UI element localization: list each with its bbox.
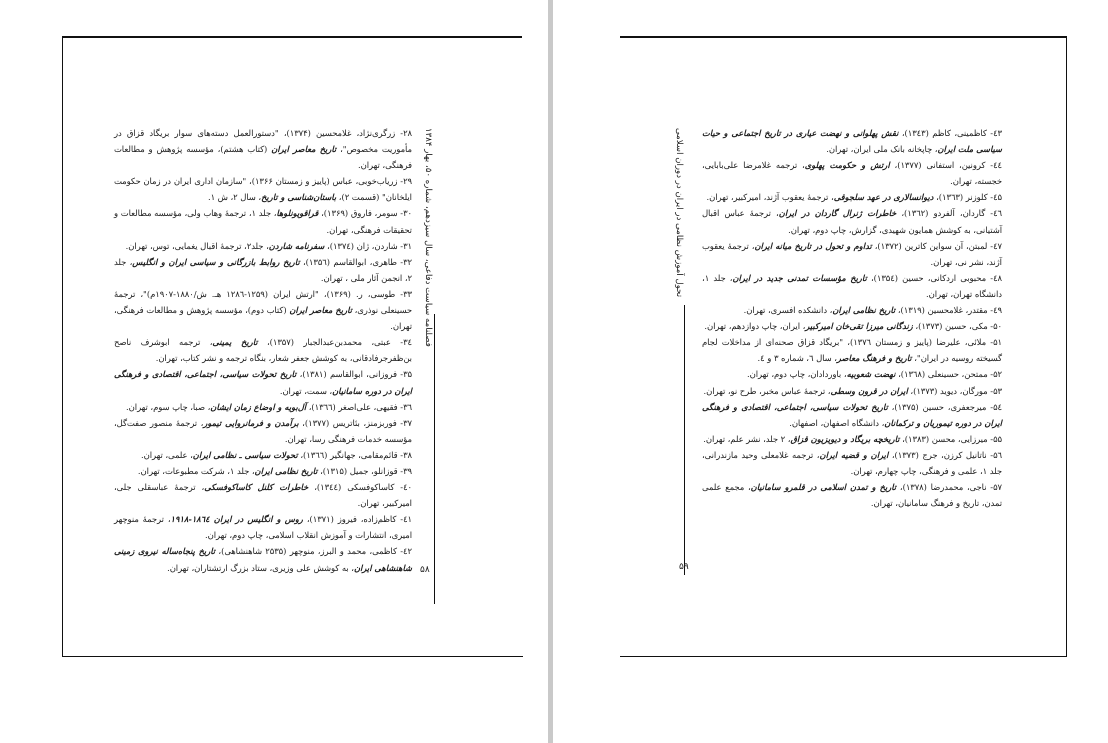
entry-title: ارتش و حکومت پهلوی: [804, 160, 890, 171]
left-page: [0, 0, 548, 743]
bibliography-entry: ۳۷- فوربزمنز، بئاتریس (۱۳۷۷)، برآمدن و فرمانروایی تیمور، ترجمهٔ منصور صفت‌گل، مؤسسه خدمات فرهنگی رسا، تهران.: [114, 417, 412, 444]
bibliography-entry: ٤٤- کرونین، استفانی (۱۳۷۷)، ارتش و حکومت پهلوی، ترجمه غلامرضا علی‌بابایی، خجسته، تهران.: [702, 160, 1002, 187]
entry-title: تاریخ معاصر ایران: [271, 144, 337, 155]
entry-title: برآمدن و فرمانروایی تیمور: [203, 417, 299, 428]
bibliography-entry: ۳٦- فقیهی، علی‌اصغر (۱۳٦٦)، آل‌بویه و اوضاع زمان ایشان، صبا، چاپ سوم، تهران.: [126, 401, 412, 412]
bibliography-entry: ٤۸- محبوبی اردکانی، حسین (۱۳۵٤)، تاریخ مؤسسات تمدنی جدید در ایران، جلد ۱، دانشگاه تهران، تهران.: [702, 272, 1003, 299]
entry-title: تاریخ معاصر ایران: [289, 305, 352, 316]
bibliography-entry: ٤۳- کاظمینی، کاظم (۱۳٤۳)، نقش پهلوانی و نهضت عیاری در تاریخ اجتماعی و حیات سیاسی ملت ایران، چاپخانه بانک ملی ایران، تهران.: [702, 128, 1002, 155]
right-page: [553, 0, 1108, 743]
entry-title: باستان‌شناسی و تاریخ: [261, 192, 337, 203]
bibliography-entry: ۳۹- قوزانلو، جمیل (۱۳۱۵)، تاریخ نظامی ایران، جلد ۱، شرکت مطبوعات، تهران.: [137, 465, 412, 476]
bibliography-entry: ٤۰- کاساکوفسکی (۱۳٤٤)، خاطرات کلنل کاساکوفسکی، ترجمهٔ عباسقلی جلی، امیرکبیر، تهران.: [114, 482, 412, 509]
entry-title: تاریخ و فرهنگ معاصر: [836, 353, 912, 364]
bibliography-entry: ۵۵- میرزایی، محسن (۱۳۸۳)، تاریخچه بریگاد و دیویزیون قزاق، ۲ جلد، نشر علم، تهران.: [703, 433, 1002, 444]
bibliography-entry: ٤۲- کاظمی، محمد و البرز، منوچهر (۲۵۳۵ شاهنشاهی)، تاریخ پنجاه‌ساله نیروی زمینی شاهنشاهی ایران، به کوشش علی وزیری، ستاد بزرگ ارتشتاران، تهران.: [114, 546, 412, 573]
right-running-head: تحول آموزش نظامی در ایران در دوران اسلامی: [674, 128, 684, 298]
right-page-number: ۵۹: [679, 562, 689, 572]
bibliography-entry: ۳٤- عبتی، محمدبن‌عبدالجبار (۱۳۵۷)، تاریخ یمینی، ترجمه ابوشرف ناصح بن‌ظفرجرفادقانی، به کوشش جعفر شعار، بنگاه ترجمه و نشر کتاب، تهران.: [114, 337, 412, 364]
bibliography-entry: ٤٦- گاردان، آلفردو (۱۳٦۲)، خاطرات ژنرال گاردان در ایران، ترجمهٔ عباس اقبال آشتیانی، به کوشش همایون شهیدی، گزارش، چاپ دوم، تهران.: [702, 208, 1002, 235]
bibliography-entry: ۵۰- مکی، حسین (۱۳۷۳)، زندگانی میرزا تقی‌خان امیرکبیر، ایران، چاپ دوازدهم، تهران.: [704, 321, 1002, 332]
bibliography-entry: ۳۲- طاهری، ابوالقاسم (۱۳۵٦)، تاریخ روابط بازرگانی و سیاسی ایران و انگلیس، جلد ۲، انجمن آثار ملی ، تهران.: [114, 256, 412, 283]
entry-title: تاریخ مؤسسات تمدنی جدید در ایران: [732, 272, 867, 283]
entry-title: خاطرات ژنرال گاردان در ایران: [778, 208, 897, 219]
bibliography-entry: ۳۳- طوسی، ر. (۱۳۶۹)، "ارتش ایران (۱۲۵۹-۱۲۸٦ هـ. ش/۱۸۸۰-۱۹۰۷م)"، ترجمهٔ حسینعلی نوذری، تاریخ معاصر ایران (کتاب دوم)، مؤسسه پژوهش و مطالعات فرهنگی، تهران.: [114, 288, 412, 332]
bibliography-entry: ۳۰- سومر، فاروق (۱۳۶۹)، قراقویونلوها، جلد ۱، ترجمهٔ وهاب ولی، مؤسسه مطالعات و تحقیقات فرهنگی، تهران.: [114, 208, 412, 235]
entry-title: نقش پهلوانی و نهضت عیاری در تاریخ اجتماعی و حیات سیاسی ملت ایران: [702, 128, 1002, 155]
entry-title: تداوم و تحول در تاریخ میانه ایران: [754, 240, 872, 251]
right-running-head-rule: [684, 305, 685, 575]
left-running-head-rule: [434, 314, 435, 604]
entry-title: روس و انگلیس در ایران ۱۸٦٤-۱۹۱۸: [170, 514, 303, 525]
left-bibliography: [114, 125, 412, 576]
entry-title: خاطرات کلنل کاساکوفسکی: [204, 482, 309, 493]
entry-title: تاریخچه بریگاد و دیویزیون قزاق: [790, 433, 900, 444]
entry-title: تاریخ پنجاه‌ساله نیروی زمینی شاهنشاهی ایران: [114, 546, 412, 573]
entry-title: نهضت شعوبیه: [846, 369, 896, 380]
bibliography-entry: ۳۱- شاردن، ژان (۱۳۷٤)، سفرنامه شاردن، جلد۲، ترجمهٔ اقبال یغمایی، توس، تهران.: [125, 240, 412, 251]
bibliography-entry: ٤۱- کاظم‌زاده، فیروز (۱۳۷۱)، روس و انگلیس در ایران ۱۸٦٤-۱۹۱۸، ترجمهٔ منوچهر امیری، انتشارات و آموزش انقلاب اسلامی، چاپ دوم، تهران.: [114, 514, 412, 541]
entry-title: تاریخ روابط بازرگانی و سیاسی ایران و انگلیس: [132, 256, 300, 267]
entry-title: تاریخ نظامی ایران: [254, 465, 318, 476]
left-running-head: فصلنامه سیاست دفاعی، سال سیزدهم، شماره ۵۰، بهار ۱۳۸۴: [423, 128, 433, 347]
entry-title: تاریخ تحولات سیاسی، اجتماعی، اقتصادی و فرهنگی ایران در دوره سامانیان: [114, 369, 412, 396]
right-bibliography: [702, 125, 1002, 511]
bibliography-entry: ۵۲- ممتحن، حسینعلی (۱۳٦۸)، نهضت شعوبیه، باوردادان، چاپ دوم، تهران.: [746, 369, 1002, 380]
entry-title: تحولات سیاسی ـ نظامی ایران: [192, 449, 298, 460]
entry-title: زندگانی میرزا تقی‌خان امیرکبیر: [805, 321, 913, 332]
bibliography-entry: ٤۹- مقتدر، غلامحسین (۱۳۱۹)، تاریخ نظامی ایران، دانشکده افسری، تهران.: [743, 305, 1002, 316]
bibliography-entry: ۵٤- میرجعفری، حسین (۱۳۷۵)، تاریخ تحولات سیاسی، اجتماعی، اقتصادی و فرهنگی ایران در دوره تیموریان و ترکمانان، دانشگاه اصفهان، اصفهان.: [702, 401, 1002, 428]
bibliography-entry: ۵۷- ناجی، محمدرضا (۱۳۷۸)، تاریخ و تمدن اسلامی در قلمرو سامانیان، مجمع علمی تمدن، تاریخ و فرهنگ سامانیان، تهران.: [702, 482, 1003, 509]
entry-title: سفرنامه شاردن: [268, 240, 325, 251]
bibliography-entry: ۵٦- ناتانیل کرزن، جرج (۱۳۷۳)، ایران و قضیه ایران، ترجمه غلامعلی وحید مازندرانی، جلد ۱، علمی و فرهنگی، چاپ چهارم، تهران.: [702, 449, 1002, 476]
bibliography-entry: ۵۱- ملائی، علیرضا (پاییز و زمستان ۱۳۷٦)، "بریگاد قزاق صحنه‌ای از مداخلات لجام گسیخته روسیه در ایران"، تاریخ و فرهنگ معاصر، سال ٦، شماره ۳ و ٤.: [702, 337, 1002, 364]
bibliography-entry: ۳۵- فروزانی، ابوالقاسم (۱۳۸۱)، تاریخ تحولات سیاسی، اجتماعی، اقتصادی و فرهنگی ایران در دوره سامانیان، سمت، تهران.: [114, 369, 412, 396]
entry-title: ایران و قضیه ایران: [819, 449, 889, 460]
entry-title: ایران در قرون وسطی: [830, 385, 908, 396]
entry-title: قراقویونلوها: [276, 208, 319, 219]
bibliography-entry: ٤۷- لمبتن، آن سواین کاترین (۱۳۷۲)، تداوم و تحول در تاریخ میانه ایران، ترجمهٔ یعقوب آژند، نشر نی، تهران.: [702, 240, 1002, 267]
entry-title: دیوانسالاری در عهد سلجوقی: [833, 192, 934, 203]
bibliography-entry: ۳۸- قائم‌مقامی، جهانگیر (۱۳٦٦)، تحولات سیاسی ـ نظامی ایران، علمی، تهران.: [141, 449, 412, 460]
entry-title: آل‌بویه و اوضاع زمان ایشان: [210, 401, 307, 412]
bibliography-entry: ٤۵- کلوزنر (۱۳٦۳)، دیوانسالاری در عهد سلجوقی، ترجمهٔ یعقوب آژند، امیرکبیر، تهران.: [706, 192, 1002, 203]
left-page-number: ۵۸: [420, 565, 430, 575]
entry-title: تاریخ یمینی: [212, 337, 258, 348]
entry-title: تاریخ نظامی ایران: [832, 305, 896, 316]
entry-title: تاریخ تحولات سیاسی، اجتماعی، اقتصادی و فرهنگی ایران در دوره تیموریان و ترکمانان: [702, 401, 1002, 428]
entry-title: تاریخ و تمدن اسلامی در قلمرو سامانیان: [750, 482, 897, 493]
bibliography-entry: ۲۹- زریاب‌خوبی، عباس (پاییز و زمستان ۱۳۶۶)، "سازمان اداری ایران در زمان حکومت ایلخانان" (قسمت ۲)، باستان‌شناسی و تاریخ، سال ۲، ش ۱.: [114, 176, 412, 203]
bibliography-entry: ۲۸- زرگری‌نژاد، غلامحسین (۱۳۷۴)، "دستورالعمل دسته‌های سوار بریگاد قزاق در مأموریت مخصوص"، تاریخ معاصر ایران (کتاب هشتم)، مؤسسه پژوهش و مطالعات فرهنگی، تهران.: [114, 128, 412, 171]
bibliography-entry: ۵۳- مورگان، دیوید (۱۳۷۳)، ایران در قرون وسطی، ترجمهٔ عباس مخبر، طرح نو، تهران.: [703, 385, 1002, 396]
